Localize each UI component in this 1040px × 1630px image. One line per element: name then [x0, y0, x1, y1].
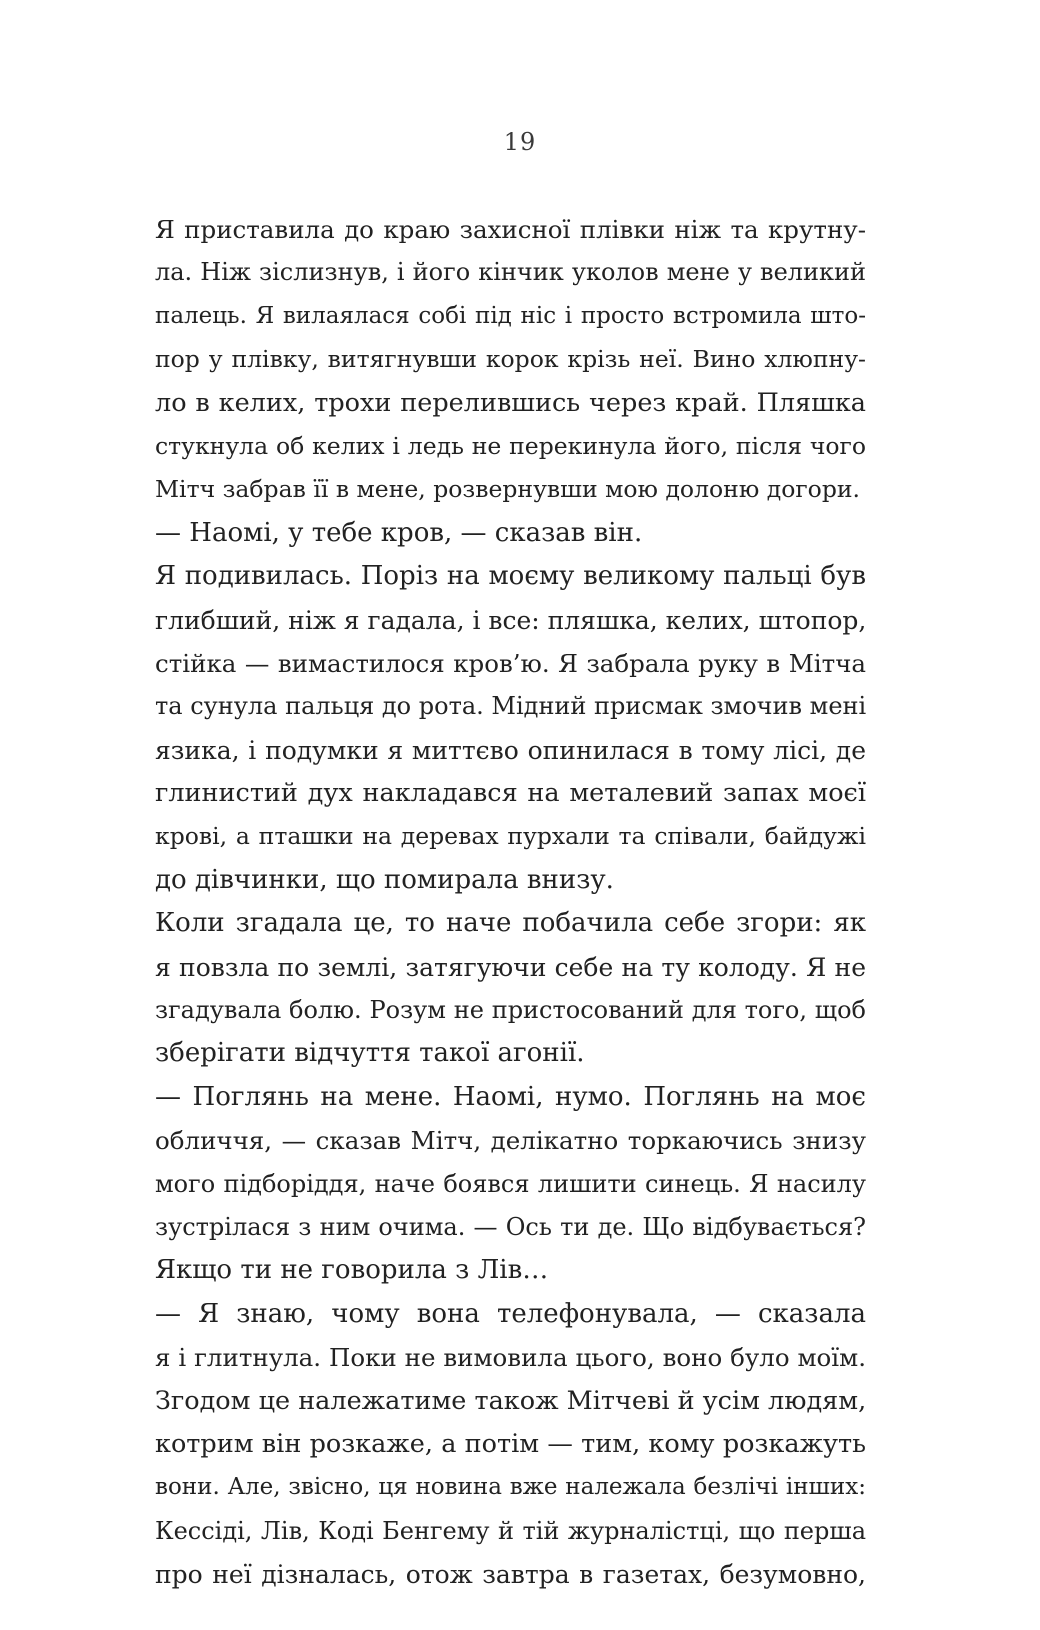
text-line: ла. Ніж зіслизнув, і його кінчик уколов мене у великий	[155, 258, 866, 287]
text-line: — Я знаю, чому вона телефонувала, — сказала	[155, 1298, 866, 1329]
text-line: стійка — вимастилося кров’ю. Я забрала руку в Мітча	[155, 648, 866, 678]
text-line: котрим він розкаже, а потім — тим, кому розкажуть	[155, 1428, 866, 1459]
text-line: крові, а пташки на деревах пурхали та співали, байдужі	[155, 822, 866, 851]
text-line: палець. Я вилаялася собі під ніс і просто встромила што-	[155, 302, 866, 329]
text-line: Згодом це належатиме також Мітчеві й усім людям,	[155, 1385, 867, 1416]
text-line: зустрілася з ним очима. — Ось ти де. Що відбувається?	[155, 1212, 866, 1241]
text-line: вони. Але, звісно, ця новина вже належала безлічі інших:	[155, 1474, 866, 1501]
text-line: Якщо ти не говорила з Лів…	[155, 1255, 549, 1286]
page-number: 19	[503, 128, 537, 156]
text-line: Кессіді, Лів, Коді Бенгему й тій журналістці, що перша	[155, 1516, 866, 1545]
text-line: — Наомі, у тебе кров, — сказав він.	[155, 517, 643, 548]
text-line: до дівчинки, що помирала внизу.	[155, 864, 614, 895]
text-line: глинистий дух накладався на металевий запах моєї	[155, 778, 866, 809]
text-line: пор у плівку, витягнувши корок крізь неї. Вино хлюпну-	[155, 345, 866, 374]
text-line: Мітч забрав її в мене, розвернувши мою долоню догори.	[155, 475, 860, 504]
text-line: згадувала болю. Розум не пристосований для того, щоб	[155, 996, 866, 1025]
text-line: я повзла по землі, затягуючи себе на ту колоду. Я не	[155, 952, 866, 982]
text-line: мого підборіддя, наче боявся лишити синець. Я насилу	[155, 1169, 866, 1198]
body-text	[155, 208, 866, 1597]
text-line: ло в келих, трохи перелившись через край. Пляшка	[155, 387, 866, 418]
text-line: я і глитнула. Поки не вимовила цього, воно було моїм.	[155, 1343, 866, 1373]
text-line: Я подивилась. Поріз на моєму великому пальці був	[155, 561, 866, 592]
text-line: язика, і подумки я миттєво опинилася в тому лісі, де	[155, 735, 866, 765]
text-line: та сунула пальця до рота. Мідний присмак змочив мені	[155, 692, 867, 721]
text-line: Я приставила до краю захисної плівки ніж та крутну-	[155, 215, 866, 244]
text-line: Коли згадала це, то наче побачила себе згори: як	[155, 908, 866, 939]
text-line: зберігати відчуття такої агонії.	[155, 1038, 585, 1069]
text-line: обличчя, — сказав Мітч, делікатно торкаючись знизу	[155, 1126, 866, 1156]
text-line: — Поглянь на мене. Наомі, нумо. Поглянь на моє	[155, 1081, 866, 1112]
text-line: глибший, ніж я гадала, і все: пляшка, келих, штопор,	[155, 605, 867, 635]
text-line: стукнула об келих і ледь не перекинула його, після чого	[155, 431, 866, 460]
text-line: про неї дізналась, отож завтра в газетах, безумовно,	[155, 1560, 866, 1590]
